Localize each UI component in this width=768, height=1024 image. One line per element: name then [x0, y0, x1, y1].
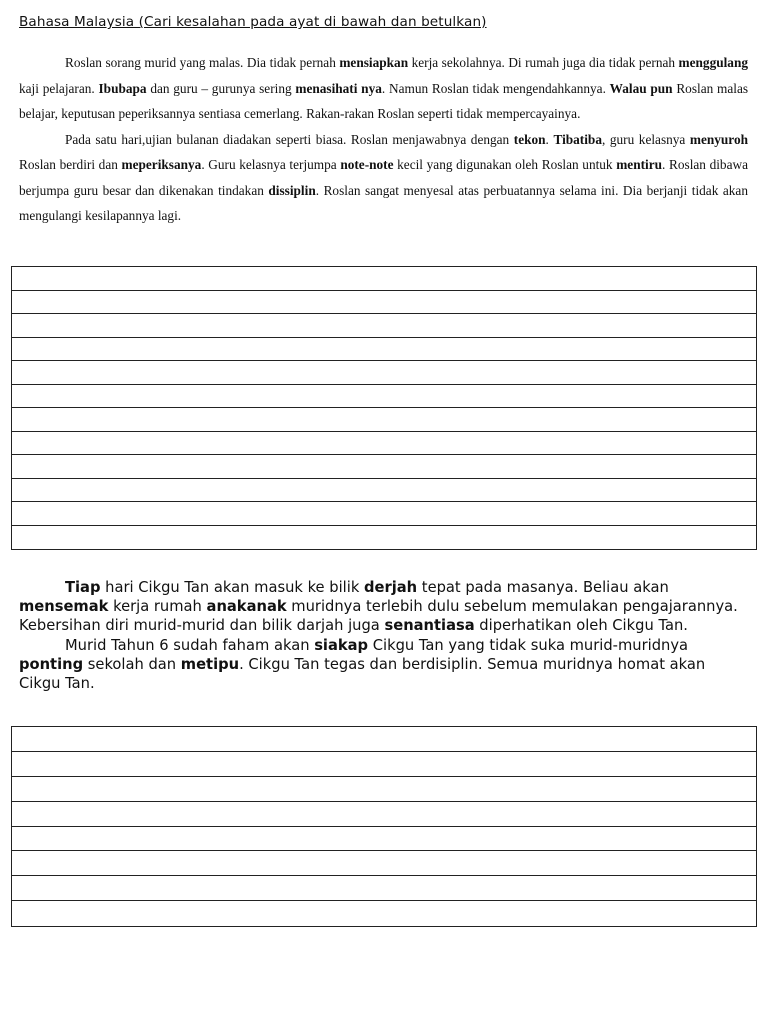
answer-line[interactable] — [12, 338, 756, 362]
passage2-paragraph — [19, 636, 748, 694]
text-run: Roslan malas belajar, keputusan peperiksannya sentiasa cemerlang. Rakan-rakan Roslan seperti tidak mempercayainya. — [19, 80, 749, 121]
answer-line[interactable] — [12, 267, 756, 291]
answer-line[interactable] — [12, 526, 756, 550]
error-word: senantiasa — [384, 617, 475, 635]
answer-line[interactable] — [12, 455, 756, 479]
text-run: sekolah dan — [83, 655, 181, 673]
text-run: Roslan sorang murid yang malas. Dia tidak pernah — [65, 55, 340, 70]
text-run: Pada satu hari,ujian bulanan diadakan seperti biasa. Roslan menjawabnya dengan — [65, 131, 514, 147]
text-run: , guru kelasnya — [601, 131, 690, 147]
error-word: siakap — [314, 636, 369, 654]
answer-line[interactable] — [12, 876, 756, 901]
text-run: kerja rumah — [108, 598, 207, 616]
answer-line[interactable] — [12, 802, 756, 827]
error-word: dissiplin — [268, 182, 316, 198]
error-word: mensiapkan — [339, 55, 409, 70]
answer-line[interactable] — [12, 901, 756, 926]
error-word: tekon — [513, 131, 546, 147]
text-run: . — [545, 131, 554, 147]
text-run: kerja sekolahnya. Di rumah juga dia tidak pernah — [408, 55, 679, 70]
answer-line[interactable] — [12, 479, 756, 503]
answer-line[interactable] — [12, 777, 756, 802]
text-run: hari Cikgu Tan akan masuk ke bilik — [100, 579, 365, 596]
error-word: mentiru — [616, 157, 663, 172]
passage-1 — [19, 50, 748, 229]
answer-line[interactable] — [12, 827, 756, 852]
text-run: Murid Tahun 6 sudah faham akan — [65, 636, 315, 654]
answer-line[interactable] — [12, 432, 756, 456]
text-run: kaji pelajaran. — [19, 80, 99, 96]
answer-line[interactable] — [12, 361, 756, 385]
worksheet-title: Bahasa Malaysia (Cari kesalahan pada ayat di bawah dan betulkan) — [19, 14, 487, 30]
error-word: menyuroh — [689, 131, 748, 147]
error-word: note-note — [340, 157, 394, 172]
text-run: . Namun Roslan tidak mengendahkannya. — [381, 80, 610, 96]
text-run: tepat pada masanya. Beliau akan — [417, 579, 669, 596]
text-run: muridnya terlebih dulu sebelum memulakan pengajarannya. Kebersihan diri murid-murid dan bilik darjah juga — [19, 598, 738, 635]
error-word: Walau pun — [609, 80, 673, 96]
text-run: . Guru kelasnya terjumpa — [201, 157, 341, 172]
error-word: derjah — [364, 579, 418, 596]
error-word: meperiksanya — [121, 157, 202, 172]
answer-line[interactable] — [12, 727, 756, 752]
error-word: menggulang — [678, 55, 748, 70]
error-word: anakanak — [206, 598, 287, 616]
error-word: menasihati nya — [295, 80, 382, 96]
answer-line[interactable] — [12, 752, 756, 777]
answer-line[interactable] — [12, 314, 756, 338]
answer-line[interactable] — [12, 291, 756, 315]
error-word: Tibatiba — [553, 131, 602, 147]
text-run: . Cikgu Tan tegas dan berdisiplin. Semua muridnya homat akan Cikgu Tan. — [19, 655, 706, 693]
error-word: Tiap — [65, 579, 101, 596]
passage1-paragraph — [19, 127, 748, 229]
error-word: metipu — [180, 655, 240, 673]
answer-lines-1[interactable] — [11, 266, 757, 550]
answer-line[interactable] — [12, 502, 756, 526]
answer-line[interactable] — [12, 851, 756, 876]
passage1-paragraph — [19, 50, 748, 127]
text-run: . Roslan sangat menyesal atas perbuatannya selama ini. Dia berjanji tidak akan mengulangi kesilapannya lagi. — [19, 182, 748, 223]
text-run: Roslan berdiri dan — [19, 157, 122, 172]
passage2-paragraph — [19, 578, 748, 636]
error-word: Ibubapa — [98, 80, 147, 96]
answer-lines-2[interactable] — [11, 726, 757, 927]
error-word: ponting — [19, 655, 84, 673]
answer-line[interactable] — [12, 408, 756, 432]
passage-2 — [19, 578, 748, 693]
text-run: Cikgu Tan yang tidak suka murid-muridnya — [368, 636, 689, 654]
error-word: mensemak — [19, 598, 109, 616]
text-run: dan guru – gurunya sering — [146, 80, 296, 96]
text-run: . Roslan dibawa berjumpa guru besar dan dikenakan tindakan — [19, 157, 748, 198]
text-run: kecil yang digunakan oleh Roslan untuk — [393, 157, 617, 172]
text-run: diperhatikan oleh Cikgu Tan. — [474, 617, 688, 635]
answer-line[interactable] — [12, 385, 756, 409]
